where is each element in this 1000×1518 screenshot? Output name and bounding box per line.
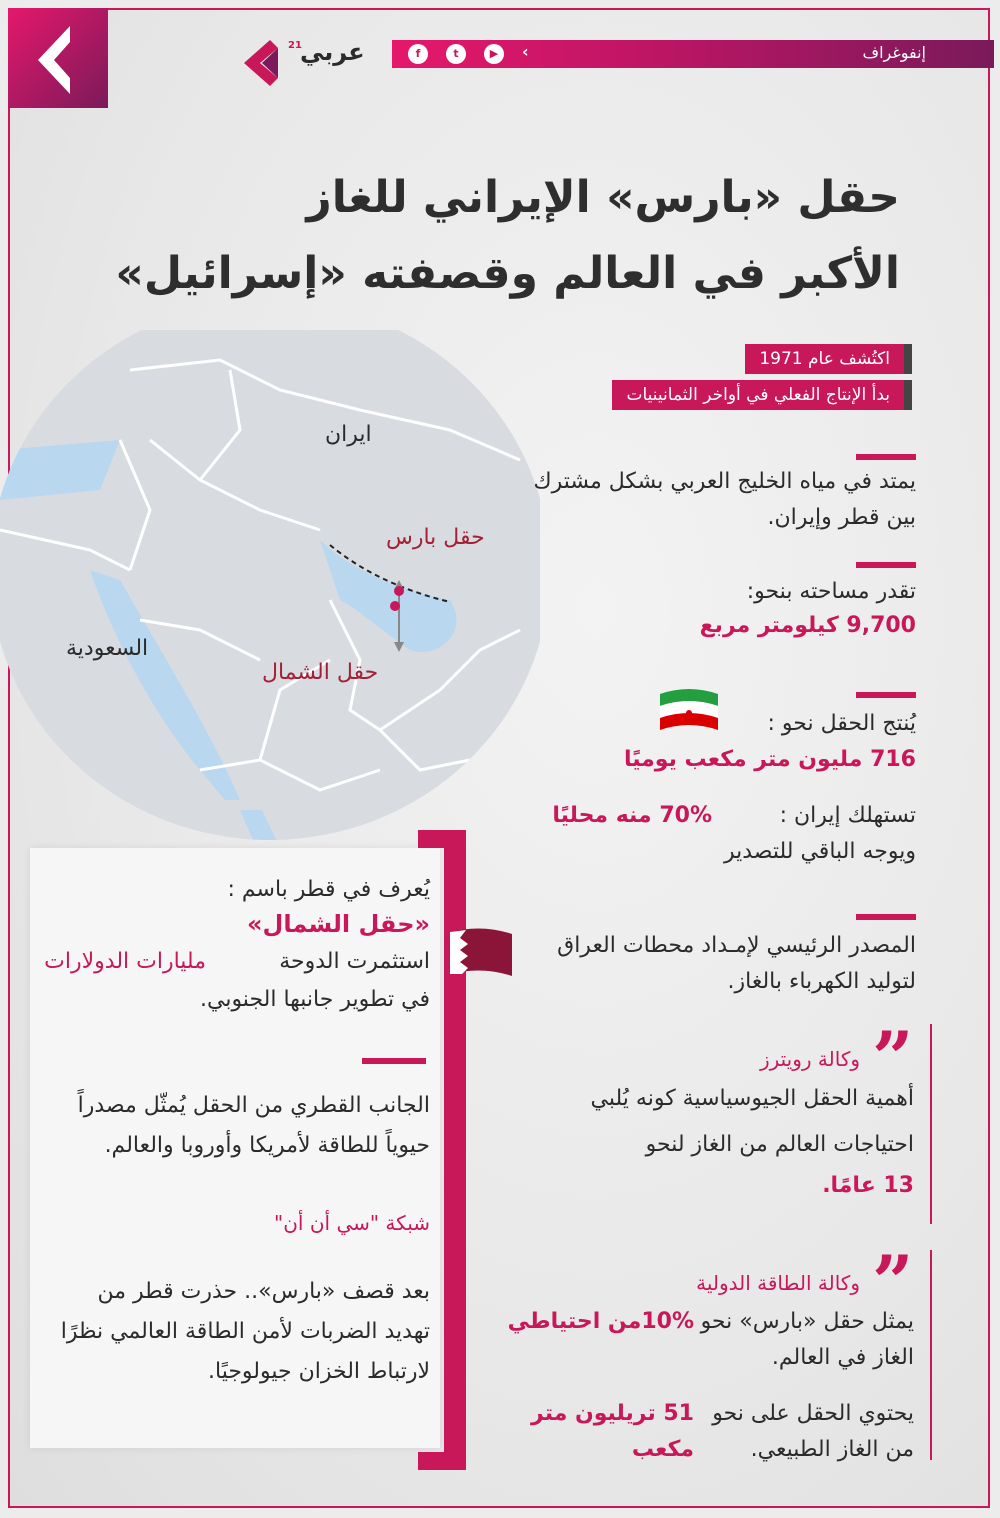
qatar-cnn-source: شبكة "سي أن أن" <box>274 1211 430 1235</box>
reuters-source: وكالة رويترز <box>759 1047 860 1071</box>
map-label-iran: ايران <box>325 422 372 447</box>
fact-consume-value: 70% منه محليًا <box>552 803 712 828</box>
iea-text-1b: الغاز في العالم. <box>771 1345 914 1370</box>
divider <box>856 914 916 920</box>
divider <box>362 1058 426 1064</box>
divider <box>856 562 916 568</box>
twitter-icon[interactable]: t <box>446 44 466 64</box>
fact-iraq: المصدر الرئيسي لإمـداد محطات العراق لتوليد الكهرباء بالغاز. <box>557 933 916 994</box>
divider <box>856 692 916 698</box>
fact-area-value: 9,700 كيلومتر مربع <box>699 613 916 638</box>
fact-consume-rest: ويوجه الباقي للتصدير <box>723 839 916 864</box>
title-line-1: حقل «بارس» الإيراني للغاز <box>306 172 900 223</box>
fact-extent: يمتد في مياه الخليج العربي بشكل مشترك بين قطر وإيران. <box>533 469 916 530</box>
qatar-field-name: «حقل الشمال» <box>247 910 430 938</box>
iea-value-1: 10%من احتياطي <box>507 1309 694 1334</box>
fact-produce-value: 716 مليون متر مكعب يوميًا <box>623 747 916 772</box>
title-line-2: الأكبر في العالم وقصفته «إسرائيل» <box>115 248 900 299</box>
iea-text-2b: من الغاز الطبيعي. <box>750 1437 914 1462</box>
iea-source: وكالة الطاقة الدولية <box>696 1271 860 1295</box>
north-field-marker <box>390 601 400 611</box>
iea-text-2: يحتوي الحقل على نحو <box>712 1401 914 1426</box>
map-label-saudi: السعودية <box>66 636 149 661</box>
youtube-icon[interactable]: ▶ <box>484 44 504 64</box>
qatar-invest-b: في تطوير جانبها الجنوبي. <box>199 987 430 1012</box>
page-title <box>100 160 900 312</box>
bracket-bottom <box>418 1452 466 1470</box>
section-label: إنفوغراف <box>862 43 926 62</box>
fact-produce-label: يُنتج الحقل نحو : <box>767 711 916 736</box>
quote-rule <box>930 1024 932 1224</box>
qatar-cnn-text: الجانب القطري من الحقل يُمثّل مصدراً حيوياً للطاقة لأمريكا وأوروبا والعالم. <box>77 1093 430 1158</box>
reuters-value: 13 عامًا. <box>822 1173 914 1198</box>
qatar-invest-a: استثمرت الدوحة <box>279 949 430 974</box>
qatar-known-as: يُعرف في قطر باسم : <box>227 877 430 902</box>
quote-rule <box>930 1250 932 1460</box>
pars-field-marker <box>394 586 404 596</box>
discovered-tag: اكتُشف عام 1971 <box>745 344 912 374</box>
fact-area-label: تقدر مساحته بنحو: <box>746 579 916 604</box>
qatar-warning: بعد قصف «بارس».. حذرت قطر من تهديد الضربات لأمن الطاقة العالمي نظرًا لارتباط الخزان جيولوجيًا. <box>60 1279 430 1384</box>
quote-icon: ” <box>872 1015 914 1100</box>
quote-icon: ” <box>872 1239 914 1324</box>
qatar-invest-value: مليارات الدولارات <box>44 949 206 974</box>
chevron-icon: ‹ <box>522 42 529 61</box>
map-label-north-field: حقل الشمال <box>262 660 379 685</box>
production-tag: بدأ الإنتاج الفعلي في أواخر الثمانينيات <box>612 380 912 410</box>
facebook-icon[interactable]: f <box>408 44 428 64</box>
brand-chevron-icon <box>240 38 284 88</box>
fact-consume-label: تستهلك إيران : <box>779 803 916 828</box>
brand-name: عربي <box>300 38 365 66</box>
reuters-text: أهمية الحقل الجيوسياسية كونه يُلبي احتياجات العالم من الغاز لنحو <box>590 1086 914 1157</box>
qatar-flag-icon <box>446 922 516 986</box>
region-map <box>0 330 540 890</box>
arabi21-logo-icon <box>8 8 108 108</box>
map-label-pars-field: حقل بارس <box>386 525 485 550</box>
divider <box>856 454 916 460</box>
top-bar <box>392 40 994 68</box>
iea-text-1: يمثل حقل «بارس» نحو <box>700 1309 914 1334</box>
iea-value-2: 51 تريليون متر مكعب <box>531 1401 694 1462</box>
brand-superscript: 21 <box>288 40 302 51</box>
